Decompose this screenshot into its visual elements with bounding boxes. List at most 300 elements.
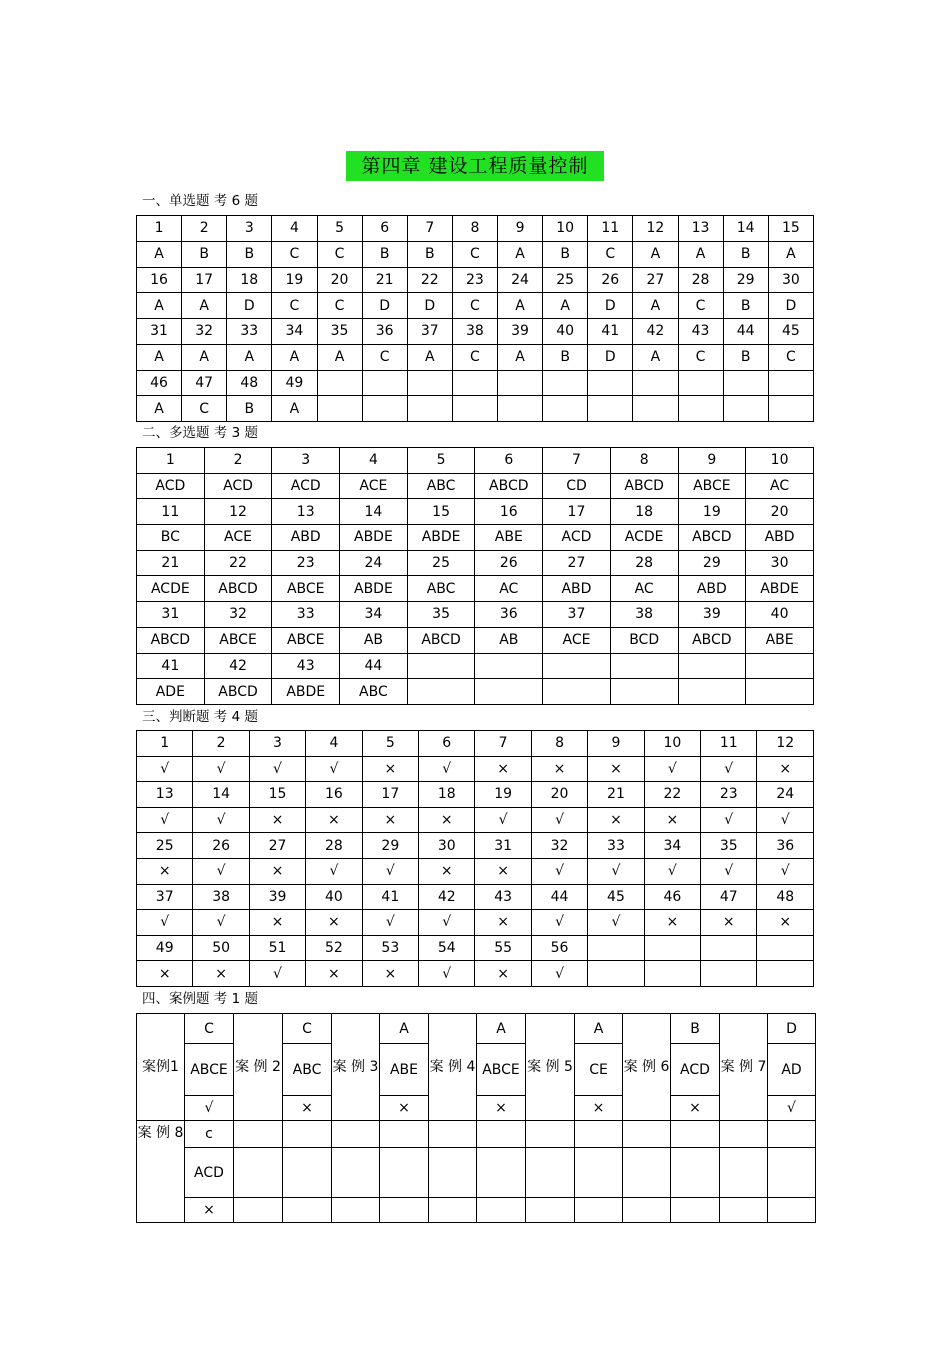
question-number-cell: 30 — [419, 833, 475, 859]
question-number-cell: 47 — [182, 370, 227, 396]
question-number-cell: 12 — [204, 499, 272, 525]
case-label: 案 例 3 — [332, 1014, 380, 1121]
question-number-cell: 31 — [137, 602, 205, 628]
answer-cell: A — [137, 241, 182, 267]
question-number-cell: 48 — [227, 370, 272, 396]
question-number-cell: 3 — [272, 448, 340, 474]
question-number-cell: 13 — [137, 782, 193, 808]
answer-cell: ABC — [407, 473, 475, 499]
answer-cell — [407, 679, 475, 705]
answer-cell: A — [317, 344, 362, 370]
answer-cell: BC — [137, 525, 205, 551]
answer-cell: A — [227, 344, 272, 370]
question-number-cell: 23 — [701, 782, 757, 808]
case-answer: √ — [185, 1096, 234, 1121]
question-number-cell: 10 — [746, 448, 814, 474]
question-number-cell: 50 — [193, 935, 249, 961]
question-number-cell: 22 — [407, 267, 452, 293]
case-answer: C — [283, 1014, 332, 1044]
answer-cell: B — [182, 241, 227, 267]
question-number-cell: 34 — [340, 602, 408, 628]
answer-cell: ABC — [407, 576, 475, 602]
question-number-cell: 1 — [137, 448, 205, 474]
question-number-cell: 49 — [272, 370, 317, 396]
case-answer: × — [477, 1096, 526, 1121]
table-row — [137, 627, 814, 653]
question-number-cell: 16 — [306, 782, 362, 808]
answer-cell: ABCE — [678, 473, 746, 499]
answer-cell: ABDE — [272, 679, 340, 705]
question-number-cell: 43 — [475, 884, 531, 910]
question-number-cell: 30 — [768, 267, 813, 293]
question-number-cell — [475, 653, 543, 679]
question-number-cell: 1 — [137, 216, 182, 242]
question-number-cell: 13 — [678, 216, 723, 242]
question-number-cell: 28 — [610, 550, 678, 576]
answer-cell: ABE — [475, 525, 543, 551]
answer-cell: × — [757, 756, 814, 782]
question-number-cell — [452, 370, 497, 396]
answer-cell: × — [193, 961, 249, 987]
question-number-cell: 11 — [588, 216, 633, 242]
answer-cell: B — [723, 293, 768, 319]
question-number-cell: 3 — [249, 731, 305, 757]
answer-cell: × — [588, 756, 644, 782]
answer-cell: × — [475, 910, 531, 936]
question-number-cell — [407, 370, 452, 396]
table-row — [137, 473, 814, 499]
question-number-cell: 41 — [588, 319, 633, 345]
table-row — [137, 241, 814, 267]
question-number-cell: 42 — [633, 319, 678, 345]
answer-cell: ABCD — [678, 627, 746, 653]
case-answer: ABC — [283, 1044, 332, 1096]
answer-cell: A — [768, 241, 813, 267]
question-number-cell: 17 — [182, 267, 227, 293]
question-number-cell: 36 — [362, 319, 407, 345]
question-number-cell: 8 — [531, 731, 587, 757]
answer-cell: A — [633, 241, 678, 267]
answer-cell: C — [678, 344, 723, 370]
answer-cell: ABCD — [610, 473, 678, 499]
table-row — [137, 679, 814, 705]
answer-cell: D — [588, 344, 633, 370]
case-label: 案 例 8 — [137, 1121, 185, 1223]
answer-cell: ABDE — [340, 576, 408, 602]
question-number-cell: 15 — [249, 782, 305, 808]
answer-cell: B — [543, 344, 588, 370]
answer-cell: × — [306, 961, 362, 987]
answer-cell — [610, 679, 678, 705]
question-number-cell — [701, 935, 757, 961]
answer-cell: A — [498, 344, 543, 370]
answer-cell: × — [475, 858, 531, 884]
question-number-cell: 9 — [498, 216, 543, 242]
answer-cell: C — [452, 241, 497, 267]
answer-cell: C — [362, 344, 407, 370]
question-number-cell: 10 — [543, 216, 588, 242]
table-row — [137, 293, 814, 319]
question-number-cell: 48 — [757, 884, 814, 910]
question-number-cell: 55 — [475, 935, 531, 961]
answer-cell — [475, 679, 543, 705]
answer-cell: √ — [362, 910, 418, 936]
answer-cell — [543, 679, 611, 705]
case-answer: ABCE — [185, 1044, 234, 1096]
answer-cell: A — [272, 344, 317, 370]
question-number-cell: 17 — [543, 499, 611, 525]
answer-cell: √ — [137, 910, 193, 936]
question-number-cell: 41 — [362, 884, 418, 910]
question-number-cell: 32 — [204, 602, 272, 628]
question-number-cell: 18 — [610, 499, 678, 525]
question-number-cell: 40 — [543, 319, 588, 345]
question-number-cell: 39 — [249, 884, 305, 910]
case-label: 案 例 2 — [234, 1014, 283, 1121]
question-number-cell: 35 — [317, 319, 362, 345]
question-number-cell — [407, 653, 475, 679]
answer-cell: √ — [757, 807, 814, 833]
question-number-cell: 28 — [678, 267, 723, 293]
answer-cell: × — [644, 807, 700, 833]
question-number-cell: 10 — [644, 731, 700, 757]
question-number-cell: 39 — [498, 319, 543, 345]
question-number-cell: 35 — [407, 602, 475, 628]
table-row — [137, 550, 814, 576]
table-row — [137, 525, 814, 551]
true-false-table — [136, 730, 814, 987]
answer-cell: ACD — [204, 473, 272, 499]
answer-cell: C — [317, 293, 362, 319]
answer-cell: ABE — [746, 627, 814, 653]
question-number-cell: 36 — [757, 833, 814, 859]
question-number-cell: 2 — [204, 448, 272, 474]
answer-cell: ABCE — [272, 627, 340, 653]
answer-cell: × — [362, 756, 418, 782]
question-number-cell: 2 — [193, 731, 249, 757]
question-number-cell: 12 — [633, 216, 678, 242]
answer-cell: √ — [531, 961, 587, 987]
question-number-cell: 27 — [249, 833, 305, 859]
question-number-cell: 5 — [317, 216, 362, 242]
question-number-cell: 19 — [272, 267, 317, 293]
question-number-cell: 37 — [407, 319, 452, 345]
case-answer: B — [671, 1014, 720, 1044]
answer-cell: C — [272, 241, 317, 267]
question-number-cell: 24 — [340, 550, 408, 576]
answer-cell: ACE — [340, 473, 408, 499]
answer-cell: C — [452, 344, 497, 370]
question-number-cell: 38 — [193, 884, 249, 910]
question-number-cell: 51 — [249, 935, 305, 961]
question-number-cell: 38 — [452, 319, 497, 345]
table-row — [137, 370, 814, 396]
question-number-cell — [678, 653, 746, 679]
answer-cell: A — [137, 396, 182, 422]
question-number-cell: 18 — [227, 267, 272, 293]
question-number-cell: 12 — [757, 731, 814, 757]
question-number-cell: 8 — [452, 216, 497, 242]
question-number-cell: 39 — [678, 602, 746, 628]
answer-cell: × — [701, 910, 757, 936]
answer-cell: D — [362, 293, 407, 319]
multiple-choice-table — [136, 447, 814, 705]
answer-cell: B — [723, 344, 768, 370]
answer-cell: A — [678, 241, 723, 267]
question-number-cell: 6 — [362, 216, 407, 242]
answer-cell: D — [588, 293, 633, 319]
question-number-cell: 42 — [419, 884, 475, 910]
section-label-single-choice: 一、单选题 考 6 题 — [142, 193, 258, 209]
question-number-cell: 20 — [317, 267, 362, 293]
question-number-cell: 53 — [362, 935, 418, 961]
answer-cell: √ — [531, 910, 587, 936]
answer-cell: √ — [419, 961, 475, 987]
answer-cell: A — [137, 344, 182, 370]
answer-cell: ABD — [272, 525, 340, 551]
table-row — [137, 602, 814, 628]
answer-cell: ABD — [746, 525, 814, 551]
answer-cell: √ — [306, 756, 362, 782]
question-number-cell: 3 — [227, 216, 272, 242]
answer-cell: × — [137, 858, 193, 884]
question-number-cell: 35 — [701, 833, 757, 859]
question-number-cell: 43 — [678, 319, 723, 345]
answer-cell: C — [678, 293, 723, 319]
question-number-cell: 25 — [137, 833, 193, 859]
question-number-cell: 8 — [610, 448, 678, 474]
answer-cell: √ — [137, 807, 193, 833]
case-label: 案 例 4 — [429, 1014, 477, 1121]
answer-cell: CD — [543, 473, 611, 499]
case-label: 案 例 7 — [720, 1014, 768, 1121]
question-number-cell: 40 — [746, 602, 814, 628]
question-number-cell: 17 — [362, 782, 418, 808]
question-number-cell: 21 — [588, 782, 644, 808]
question-number-cell: 33 — [588, 833, 644, 859]
answer-cell: A — [633, 344, 678, 370]
table-row — [137, 731, 814, 757]
answer-cell: A — [272, 396, 317, 422]
table-row — [137, 961, 814, 987]
question-number-cell — [723, 370, 768, 396]
case-answer: CE — [575, 1044, 623, 1096]
table-row — [137, 782, 814, 808]
table-row — [137, 858, 814, 884]
answer-cell — [746, 679, 814, 705]
answer-cell: AB — [340, 627, 408, 653]
answer-cell — [678, 396, 723, 422]
question-number-cell — [588, 935, 644, 961]
question-number-cell: 22 — [644, 782, 700, 808]
question-number-cell: 45 — [588, 884, 644, 910]
answer-cell: B — [723, 241, 768, 267]
question-number-cell: 25 — [543, 267, 588, 293]
answer-cell: √ — [588, 858, 644, 884]
question-number-cell: 24 — [498, 267, 543, 293]
answer-cell: ABCE — [204, 627, 272, 653]
question-number-cell: 49 — [137, 935, 193, 961]
table-row — [137, 576, 814, 602]
section-label-multiple-choice: 二、多选题 考 3 题 — [142, 425, 258, 441]
answer-cell — [757, 961, 814, 987]
answer-cell — [701, 961, 757, 987]
answer-cell: B — [543, 241, 588, 267]
answer-cell: ACDE — [137, 576, 205, 602]
question-number-cell: 1 — [137, 731, 193, 757]
question-number-cell: 26 — [193, 833, 249, 859]
case-answer: A — [477, 1014, 526, 1044]
question-number-cell: 19 — [475, 782, 531, 808]
question-number-cell: 26 — [475, 550, 543, 576]
question-number-cell: 31 — [137, 319, 182, 345]
case-answer: × — [671, 1096, 720, 1121]
question-number-cell: 6 — [475, 448, 543, 474]
answer-cell: A — [407, 344, 452, 370]
question-number-cell: 9 — [678, 448, 746, 474]
answer-cell: √ — [193, 858, 249, 884]
question-number-cell: 21 — [137, 550, 205, 576]
answer-cell: × — [362, 961, 418, 987]
question-number-cell: 15 — [407, 499, 475, 525]
question-number-cell: 24 — [757, 782, 814, 808]
question-number-cell — [362, 370, 407, 396]
question-number-cell: 14 — [193, 782, 249, 808]
question-number-cell: 15 — [768, 216, 813, 242]
case-answer: ACD — [671, 1044, 720, 1096]
answer-cell: × — [249, 807, 305, 833]
case-answer: × — [283, 1096, 332, 1121]
answer-cell: ABCD — [204, 679, 272, 705]
answer-cell: × — [249, 910, 305, 936]
question-number-cell — [317, 370, 362, 396]
answer-cell: × — [362, 807, 418, 833]
question-number-cell: 37 — [137, 884, 193, 910]
single-choice-table — [136, 215, 814, 422]
answer-cell — [678, 679, 746, 705]
answer-cell: ABCD — [407, 627, 475, 653]
table-row — [137, 396, 814, 422]
table-row — [137, 344, 814, 370]
question-number-cell: 13 — [272, 499, 340, 525]
answer-cell: √ — [588, 910, 644, 936]
question-number-cell: 44 — [340, 653, 408, 679]
question-number-cell: 54 — [419, 935, 475, 961]
answer-cell: ABD — [543, 576, 611, 602]
answer-cell: √ — [193, 756, 249, 782]
question-number-cell: 36 — [475, 602, 543, 628]
question-number-cell: 4 — [340, 448, 408, 474]
question-number-cell: 11 — [137, 499, 205, 525]
question-number-cell — [633, 370, 678, 396]
question-number-cell: 45 — [768, 319, 813, 345]
case-label: 案例1 — [137, 1014, 185, 1121]
answer-cell — [644, 961, 700, 987]
answer-cell: √ — [531, 807, 587, 833]
question-number-cell: 56 — [531, 935, 587, 961]
question-number-cell — [757, 935, 814, 961]
answer-cell — [588, 961, 644, 987]
answer-cell: AC — [746, 473, 814, 499]
table-row — [137, 756, 814, 782]
answer-cell: × — [419, 807, 475, 833]
case-answer: × — [380, 1096, 429, 1121]
table-row — [137, 910, 814, 936]
answer-cell: √ — [306, 858, 362, 884]
answer-cell: ACD — [272, 473, 340, 499]
answer-cell: D — [768, 293, 813, 319]
answer-cell: ABCE — [272, 576, 340, 602]
answer-cell: × — [475, 961, 531, 987]
question-number-cell: 27 — [543, 550, 611, 576]
answer-cell: × — [644, 910, 700, 936]
case-answer: A — [575, 1014, 623, 1044]
answer-cell: A — [633, 293, 678, 319]
question-number-cell: 42 — [204, 653, 272, 679]
question-number-cell: 38 — [610, 602, 678, 628]
answer-cell: A — [498, 241, 543, 267]
question-number-cell: 34 — [644, 833, 700, 859]
question-number-cell — [588, 370, 633, 396]
question-number-cell: 14 — [723, 216, 768, 242]
question-number-cell: 32 — [182, 319, 227, 345]
case-label: 案 例 6 — [623, 1014, 671, 1121]
question-number-cell: 41 — [137, 653, 205, 679]
section-label-case: 四、案例题 考 1 题 — [142, 991, 258, 1007]
question-number-cell: 7 — [407, 216, 452, 242]
answer-cell: × — [531, 756, 587, 782]
answer-cell: ADE — [137, 679, 205, 705]
answer-cell: ACE — [543, 627, 611, 653]
question-number-cell: 33 — [227, 319, 272, 345]
answer-cell — [768, 396, 813, 422]
question-number-cell: 34 — [272, 319, 317, 345]
question-number-cell: 27 — [633, 267, 678, 293]
case-answer: × — [575, 1096, 623, 1121]
answer-cell — [543, 396, 588, 422]
answer-cell: C — [317, 241, 362, 267]
answer-cell: ACDE — [610, 525, 678, 551]
question-number-cell: 43 — [272, 653, 340, 679]
answer-cell: √ — [644, 756, 700, 782]
answer-cell — [633, 396, 678, 422]
answer-cell: √ — [419, 756, 475, 782]
question-number-cell: 6 — [419, 731, 475, 757]
case-table — [136, 1013, 816, 1223]
question-number-cell: 18 — [419, 782, 475, 808]
case-answer: × — [185, 1198, 234, 1223]
question-number-cell: 5 — [407, 448, 475, 474]
case-answer: D — [768, 1014, 816, 1044]
answer-cell: √ — [193, 910, 249, 936]
answer-cell — [588, 396, 633, 422]
question-number-cell — [498, 370, 543, 396]
answer-cell: B — [407, 241, 452, 267]
case-answer: √ — [768, 1096, 816, 1121]
answer-cell: ABDE — [340, 525, 408, 551]
question-number-cell: 2 — [182, 216, 227, 242]
question-number-cell: 31 — [475, 833, 531, 859]
answer-cell: ACE — [204, 525, 272, 551]
answer-cell: × — [249, 858, 305, 884]
question-number-cell — [543, 653, 611, 679]
table-row — [137, 319, 814, 345]
answer-cell: × — [475, 756, 531, 782]
chapter-title: 第四章 建设工程质量控制 — [346, 151, 604, 181]
answer-cell: × — [588, 807, 644, 833]
answer-cell — [498, 396, 543, 422]
question-number-cell: 44 — [723, 319, 768, 345]
